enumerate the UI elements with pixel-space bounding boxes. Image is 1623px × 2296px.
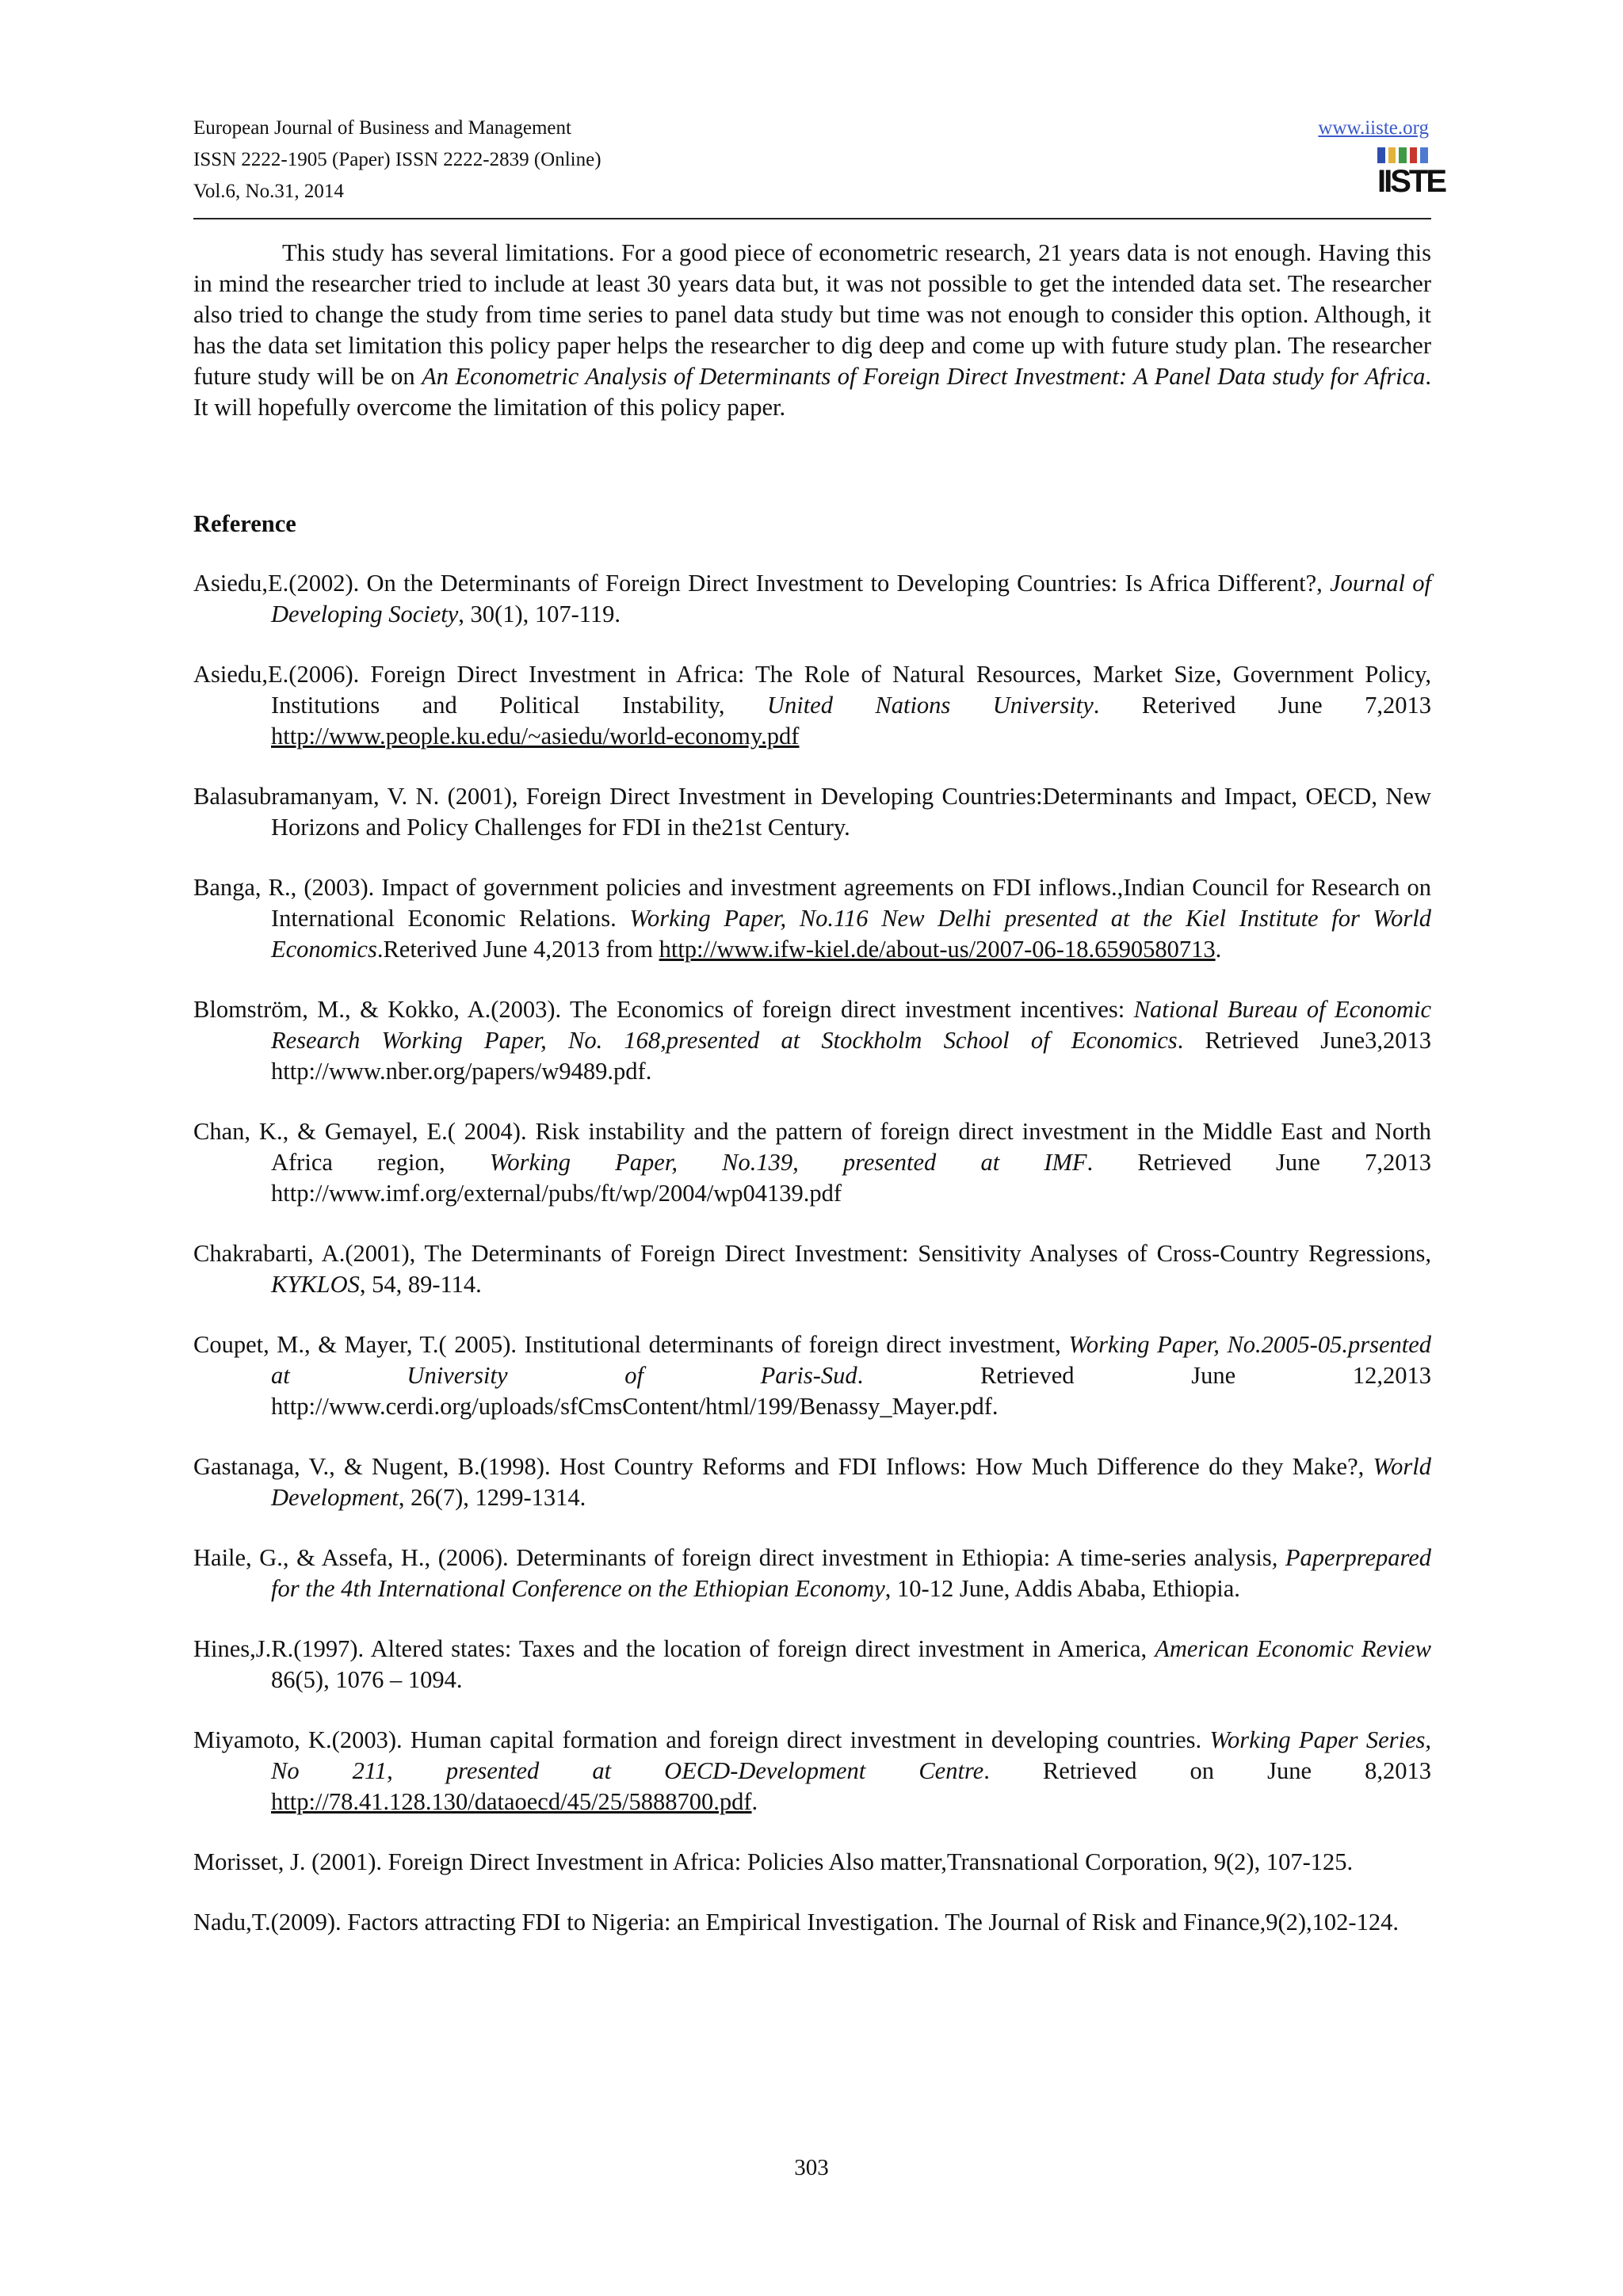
journal-issn: ISSN 2222-1905 (Paper) ISSN 2222-2839 (Online): [193, 149, 601, 170]
reference-entry: Miyamoto, K.(2003). Human capital formation and foreign direct investment in developing countries. Working Paper Series, No 211, presented at OECD-Development Centre. Retrieved on June 8,2013 http://78.41.128.130/dataoecd/45/25/5888700.pdf.: [193, 1726, 1431, 1815]
reference-link[interactable]: http://www.ifw-kiel.de/about-us/2007-06-18.6590580713: [659, 936, 1216, 963]
reference-link[interactable]: http://78.41.128.130/dataoecd/45/25/5888700.pdf: [271, 1788, 752, 1815]
reference-entry: Coupet, M., & Mayer, T.( 2005). Institutional determinants of foreign direct investment, Working Paper, No.2005-05.prsented at University of Paris-Sud. Retrieved June 12,2013 http://www.cerdi.org/uploads/sfCmsContent/html/199/Benassy_Mayer.pdf.: [193, 1331, 1431, 1420]
page-number: 303: [794, 2155, 829, 2180]
references-heading: Reference: [193, 510, 296, 537]
limitations-paragraph: [193, 238, 1431, 423]
reference-entry: Chan, K., & Gemayel, E.( 2004). Risk instability and the pattern of foreign direct investment in the Middle East and North Africa region, Working Paper, No.139, presented at IMF. Retrieved June 7,2013 http://www.imf.org/external/pubs/ft/wp/2004/wp04139.pdf: [193, 1118, 1431, 1207]
reference-entry: Chakrabarti, A.(2001), The Determinants of Foreign Direct Investment: Sensitivity Analyses of Cross-Country Regressions, KYKLOS, 54, 89-114.: [193, 1240, 1431, 1298]
logo-bar: [1377, 147, 1385, 163]
paragraph-text: . It will hopefully overcome the limitation of this policy paper.: [193, 363, 1431, 421]
reference-entry: Haile, G., & Assefa, H., (2006). Determinants of foreign direct investment in Ethiopia: A time-series analysis, Paperprepared for the 4th International Conference on the Ethiopian Economy, 10-12 June, Addis Ababa, Ethiopia.: [193, 1544, 1432, 1602]
header-divider: [193, 218, 1431, 219]
paragraph-text: This study has several limitations. For a good piece of econometric research, 21 years data is not enough. Having this in mind the researcher tried to include at least 30 years data but, it was not possible to get the intended data set. The researcher also tried to change the study from time series to panel data study but time was not enough to consider this option. Although, it has the data set limitation this policy paper helps the researcher to dig deep and come up with future study plan. The researcher future study will be on: [193, 239, 1431, 390]
logo-color-bars: [1377, 147, 1428, 163]
reference-entry: Banga, R., (2003). Impact of government policies and investment agreements on FDI inflows.,Indian Council for Research on International Economic Relations. Working Paper, No.116 New Delhi presented at the Kiel Institute for World Economics.Reterived June 4,2013 from http://www.ifw-kiel.de/about-us/2007-06-18.6590580713.: [193, 874, 1432, 963]
reference-entry: Blomström, M., & Kokko, A.(2003). The Economics of foreign direct investment incentives: National Bureau of Economic Research Working Paper, No. 168,presented at Stockholm School of Economics. Retrieved June3,2013 http://www.nber.org/papers/w9489.pdf.: [193, 996, 1431, 1085]
logo-bar: [1420, 147, 1428, 163]
journal-header: [193, 113, 601, 208]
logo-text: IISTE: [1377, 164, 1445, 199]
reference-entry: Nadu,T.(2009). Factors attracting FDI to Nigeria: an Empirical Investigation. The Journal of Risk and Finance,9(2),102-124.: [193, 1909, 1399, 1936]
future-study-title: An Econometric Analysis of Determinants of Foreign Direct Investment: A Panel Data study for Africa: [422, 363, 1426, 390]
journal-name: European Journal of Business and Management: [193, 117, 571, 139]
reference-entry: Asiedu,E.(2002). On the Determinants of Foreign Direct Investment to Developing Countries: Is Africa Different?, Journal of Developing Society, 30(1), 107-119.: [193, 570, 1431, 627]
reference-link[interactable]: http://www.people.ku.edu/~asiedu/world-economy.pdf: [271, 723, 800, 749]
logo-bar: [1388, 147, 1396, 163]
logo-bar: [1399, 147, 1407, 163]
reference-entry: Balasubramanyam, V. N. (2001), Foreign Direct Investment in Developing Countries:Determinants and Impact, OECD, New Horizons and Policy Challenges for FDI in the21st Century.: [193, 783, 1431, 841]
reference-entry: Gastanaga, V., & Nugent, B.(1998). Host Country Reforms and FDI Inflows: How Much Difference do they Make?, World Development, 26(7), 1299-1314.: [193, 1453, 1431, 1511]
reference-entry: Hines,J.R.(1997). Altered states: Taxes and the location of foreign direct investment in America, American Economic Review 86(5), 1076 – 1094.: [193, 1635, 1431, 1693]
iiste-logo: [1377, 147, 1445, 203]
reference-entry: Morisset, J. (2001). Foreign Direct Investment in Africa: Policies Also matter,Transnational Corporation, 9(2), 107-125.: [193, 1848, 1354, 1875]
page-content: [193, 238, 1431, 1967]
journal-website-link[interactable]: www.iiste.org: [1318, 117, 1429, 139]
journal-volume: Vol.6, No.31, 2014: [193, 181, 344, 202]
logo-bar: [1410, 147, 1418, 163]
reference-entry: Asiedu,E.(2006). Foreign Direct Investment in Africa: The Role of Natural Resources, Market Size, Government Policy, Institutions and Political Instability, United Nations University. Reterived June 7,2013 http://www.people.ku.edu/~asiedu/world-economy.pdf: [193, 661, 1431, 749]
